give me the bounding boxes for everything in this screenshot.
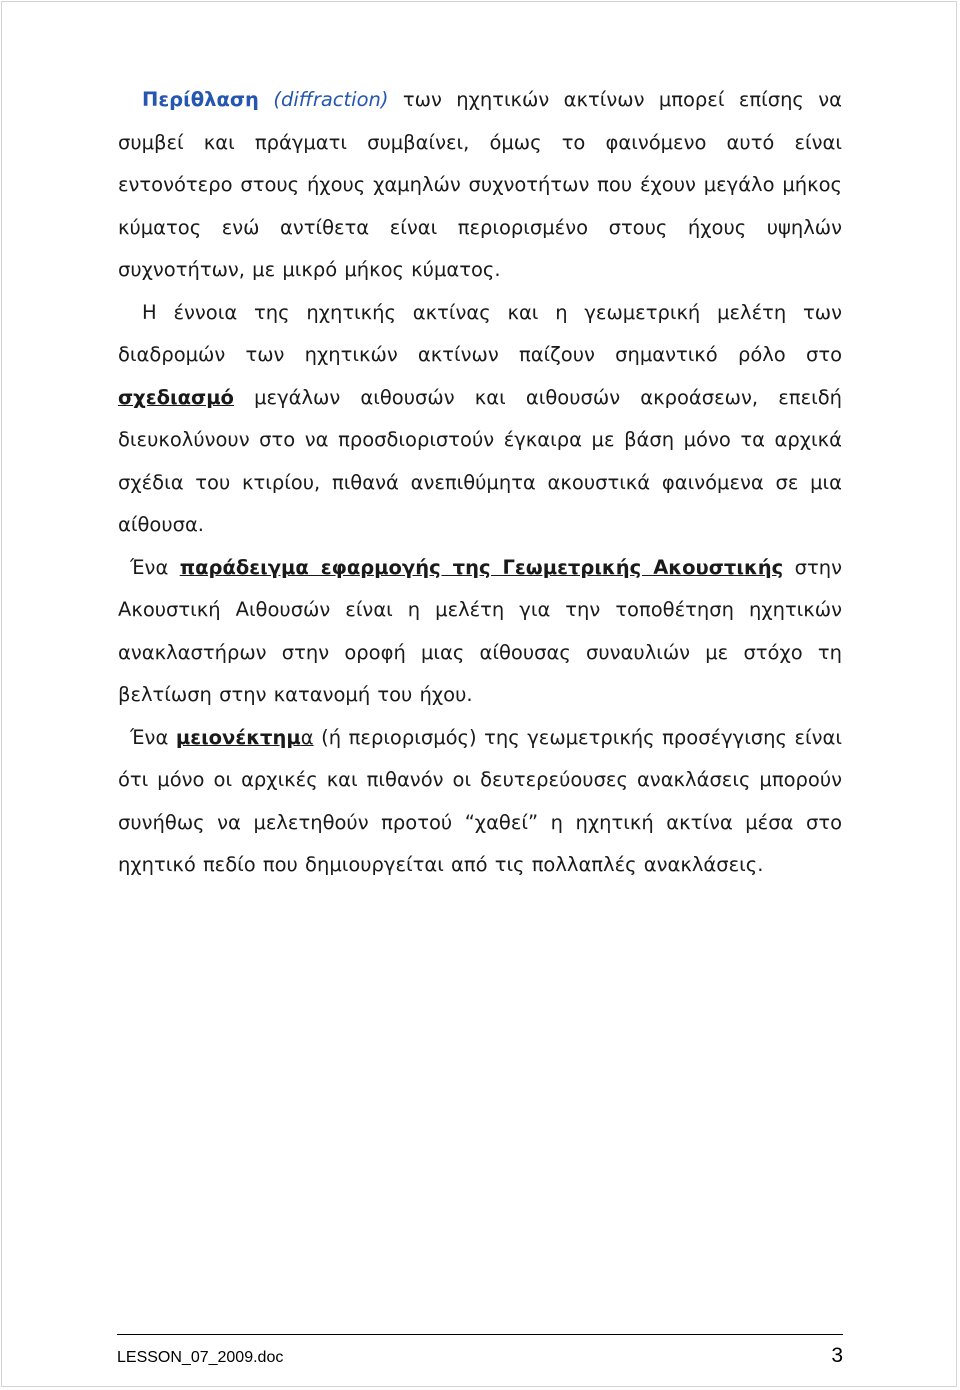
footer-page-number: 3 [831,1344,843,1367]
paragraph-acoustic-ray-after: μεγάλων αιθουσών και αιθουσών ακροάσεων, επειδή διευκολύνουν στο να προσδιοριστούν έγκαιρα με βάση μόνο τα αρχικά σχέδια του κτιρίου, πιθανά ανεπιθύμητα ακουστικά φαινόμενα σε μια αίθουσα. [118,385,842,536]
term-diffraction-english: (diffraction) [273,88,389,111]
paragraph-disadvantage [118,717,842,887]
emphasis-disadvantage-tail: α [300,725,314,749]
document-body [118,79,842,887]
paragraph-example [118,547,842,717]
paragraph-disadvantage-after: (ή περιορισμός) της γεωμετρικής προσέγγισης είναι ότι μόνο οι αρχικές και πιθανόν οι δευτερεύουσες ανακλάσεις μπορούν συνήθως να μελετηθούν προτού “χαθεί” η ηχητική ακτίνα μέσα στο ηχητικό πεδίο που δημιουργείται από τις πολλαπλές ανακλάσεις. [118,725,842,876]
paragraph-example-before: Ένα [130,555,169,579]
emphasis-disadvantage: μειονέκτημ [175,725,301,749]
paragraph-acoustic-ray-before: Η έννοια της ηχητικής ακτίνας και η γεωμετρική μελέτη των διαδρομών των ηχητικών ακτίνων παίζουν σημαντικό ρόλο στο [118,300,842,366]
term-diffraction: Περίθλαση [142,88,259,111]
emphasis-example: παράδειγμα εφαρμογής της Γεωμετρικής Ακουστικής [179,555,784,579]
page-footer [117,1334,843,1367]
paragraph-diffraction-text: των ηχητικών ακτίνων μπορεί επίσης να συμβεί και πράγματι συμβαίνει, όμως το φαινόμενο αυτό είναι εντονότερο στους ήχους χαμηλών συχνοτήτων που έχουν μεγάλο μήκος κύματος ενώ αντίθετα είναι περιορισμένο στους ήχους υψηλών συχνοτήτων, με μικρό μήκος κύματος. [118,88,843,281]
paragraph-disadvantage-before: Ένα [130,725,169,749]
footer-filename: LESSON_07_2009.doc [117,1349,284,1366]
emphasis-design: σχεδιασμό [118,385,234,409]
paragraph-example-after: στην Ακουστική Αιθουσών είναι η μελέτη για την τοποθέτηση ηχητικών ανακλαστήρων στην οροφή μιας αίθουσας συναυλιών με στόχο τη βελτίωση στην κατανομή του ήχου. [118,555,842,706]
paragraph-diffraction [118,79,842,292]
paragraph-acoustic-ray [118,292,842,547]
